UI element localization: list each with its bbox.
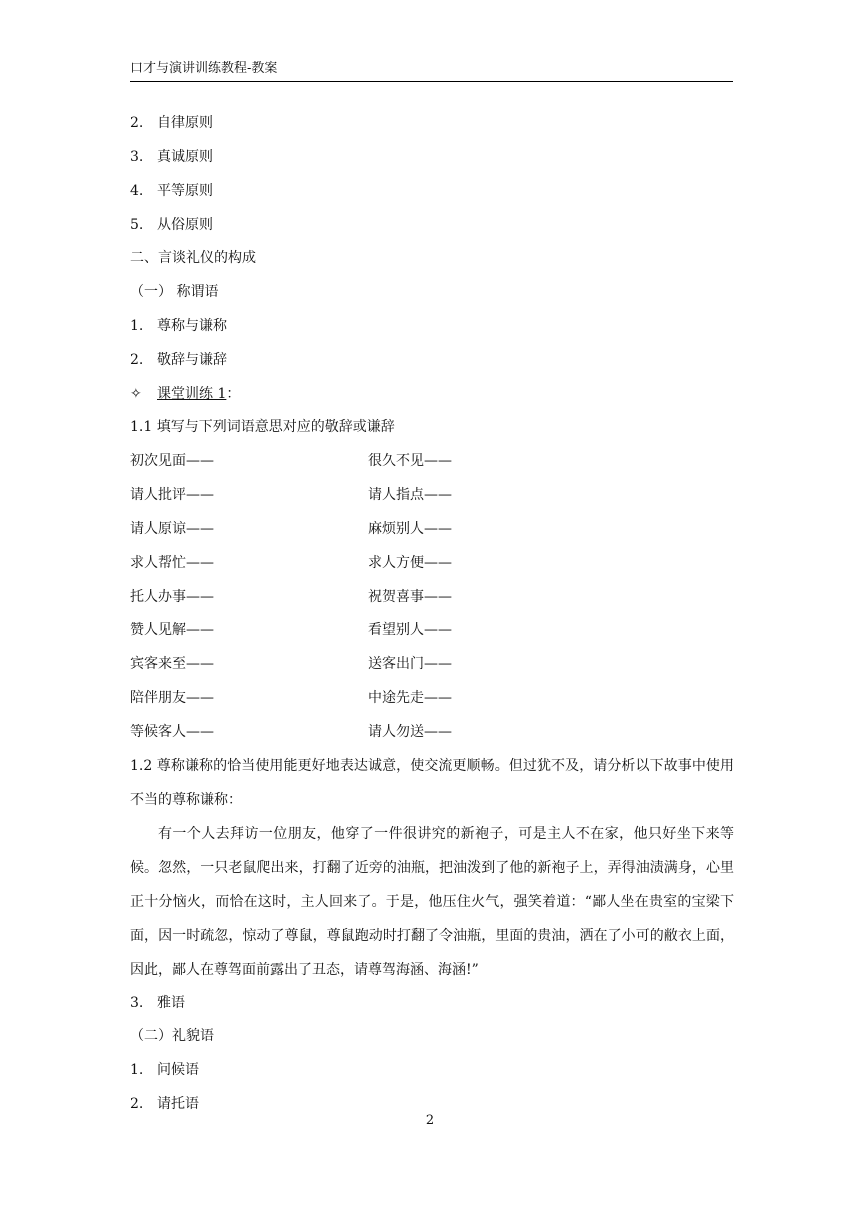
list-number: 1. <box>130 1062 144 1078</box>
exercise-colon: ： <box>226 386 241 402</box>
list-text: 尊称与谦称 <box>157 318 227 334</box>
page-header <box>130 60 733 82</box>
question-paragraph: 1.2 尊称谦称的恰当使用能更好地表达诚意，使交流更顺畅。但过犹不及，请分析以下故事中使用不当的尊称谦称： <box>130 758 734 808</box>
pair-left: 托人办事—— <box>130 589 214 605</box>
list-number: 3. <box>130 995 144 1011</box>
diamond-bullet-icon: ✧ <box>130 386 142 402</box>
exercise-label: 课堂训练 1 <box>157 386 227 402</box>
list-number: 4. <box>130 183 144 199</box>
list-text: 从俗原则 <box>157 217 213 233</box>
pair-left: 请人批评—— <box>130 487 214 503</box>
pair-left: 求人帮忙—— <box>130 555 214 571</box>
page-number: 2 <box>425 1113 435 1128</box>
list-item <box>130 1094 199 1114</box>
list-text: 问候语 <box>157 1062 199 1078</box>
pair-right: 看望别人—— <box>368 622 452 638</box>
pair-left: 赞人见解—— <box>130 622 214 638</box>
exercise-heading <box>130 384 240 404</box>
list-number: 2. <box>130 1096 144 1112</box>
question-title: 1.1 填写与下列词语意思对应的敬辞或谦辞 <box>130 419 395 435</box>
list-item <box>130 181 213 201</box>
pair-left: 宾客来至—— <box>130 656 214 672</box>
list-text: 敬辞与谦辞 <box>157 352 227 368</box>
list-item <box>130 215 213 235</box>
pair-right: 很久不见—— <box>368 453 452 469</box>
header-title: 口才与演讲训练教程-教案 <box>130 61 278 76</box>
list-number: 2. <box>130 115 144 131</box>
list-item <box>130 350 227 370</box>
list-item <box>130 113 213 133</box>
pair-left: 等候客人—— <box>130 724 214 740</box>
list-item <box>130 147 213 167</box>
pair-right: 麻烦别人—— <box>368 521 452 537</box>
pair-left: 请人原谅—— <box>130 521 214 537</box>
list-item <box>130 1060 199 1080</box>
pair-right: 中途先走—— <box>368 690 452 706</box>
pair-right: 求人方便—— <box>368 555 452 571</box>
section-heading: 二、言谈礼仪的构成 <box>130 250 256 266</box>
list-item <box>130 316 227 336</box>
list-number: 2. <box>130 352 144 368</box>
list-number: 1. <box>130 318 144 334</box>
pair-right: 祝贺喜事—— <box>368 589 452 605</box>
list-number: 5. <box>130 217 144 233</box>
list-item <box>130 993 185 1013</box>
list-text: 平等原则 <box>157 183 213 199</box>
list-text: 雅语 <box>157 995 185 1011</box>
list-text: 真诚原则 <box>157 149 213 165</box>
list-number: 3. <box>130 149 144 165</box>
pair-right: 请人勿送—— <box>368 724 452 740</box>
pair-right: 送客出门—— <box>368 656 452 672</box>
story-paragraph: 有一个人去拜访一位朋友，他穿了一件很讲究的新袍子，可是主人不在家，他只好坐下来等候。忽然，一只老鼠爬出来，打翻了近旁的油瓶，把油泼到了他的新袍子上，弄得油渍满身，心里正十分恼火，而恰在这时，主人回来了。于是，他压住火气，强笑着道：“鄙人坐在贵室的宝梁下面，因一时疏忽，惊动了尊鼠，尊鼠跑动时打翻了令油瓶，里面的贵油，洒在了小可的敝衣上面，因此，鄙人在尊驾面前露出了丑态，请尊驾海涵、海涵!” <box>130 826 734 978</box>
pair-right: 请人指点—— <box>368 487 452 503</box>
subsection-heading: （一） 称谓语 <box>130 284 219 300</box>
list-text: 请托语 <box>157 1096 199 1112</box>
subsection-heading: （二）礼貌语 <box>130 1028 214 1044</box>
pair-left: 初次见面—— <box>130 453 214 469</box>
pair-left: 陪伴朋友—— <box>130 690 214 706</box>
list-text: 自律原则 <box>157 115 213 131</box>
